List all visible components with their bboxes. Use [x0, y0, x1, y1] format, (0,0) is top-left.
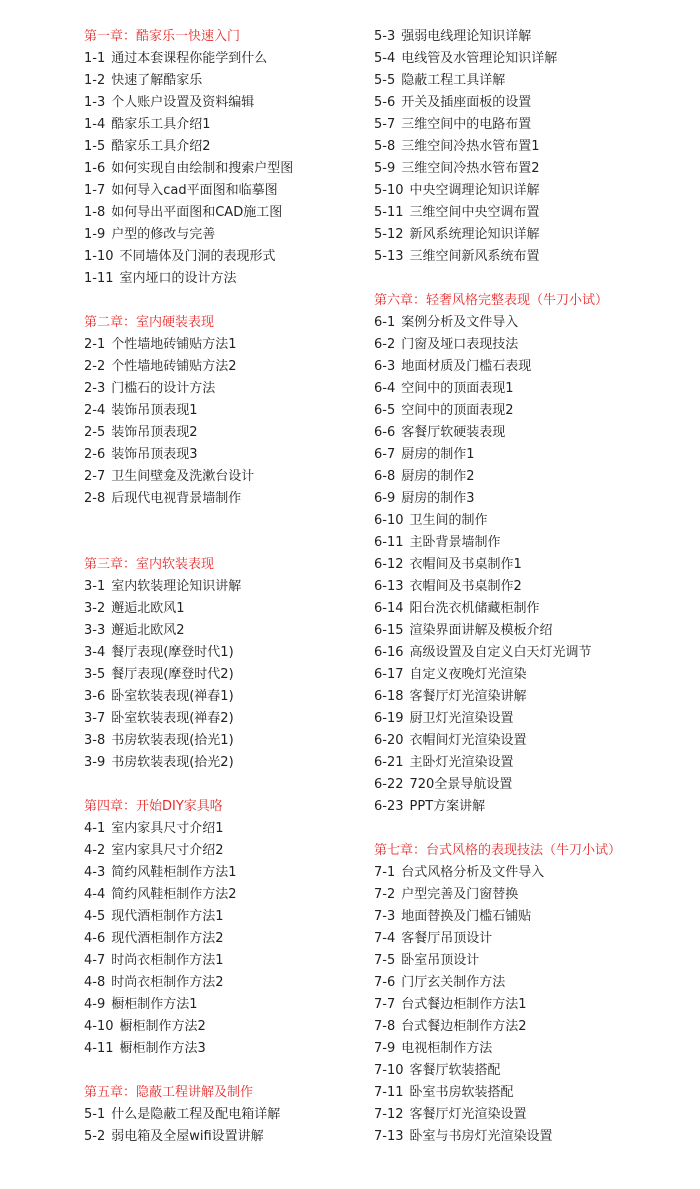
lesson-title: 自定义夜晚灯光渲染 — [409, 667, 527, 682]
lesson-number: 6-9 — [374, 491, 396, 506]
lesson-number: 7-12 — [374, 1107, 404, 1122]
lesson-item — [84, 620, 364, 642]
lesson-title: 三维空间冷热水管布置1 — [401, 139, 540, 154]
lesson-item — [374, 620, 694, 642]
lesson-number: 3-8 — [84, 733, 106, 748]
lesson-item — [374, 576, 694, 598]
lesson-title: 如何导入cad平面图和临摹图 — [111, 183, 278, 198]
lesson-title: 台式餐边柜制作方法2 — [401, 1019, 527, 1034]
lesson-number: 6-11 — [374, 535, 404, 550]
lesson-item — [84, 840, 364, 862]
lesson-number: 6-13 — [374, 579, 404, 594]
lesson-number: 6-1 — [374, 315, 396, 330]
lesson-item — [374, 114, 694, 136]
lesson-title: 电视柜制作方法 — [401, 1041, 493, 1056]
lesson-title: 通过本套课程你能学到什么 — [111, 51, 268, 66]
lesson-number: 7-10 — [374, 1063, 404, 1078]
lesson-title: 阳台洗衣机储藏柜制作 — [409, 601, 540, 616]
lesson-item — [374, 378, 694, 400]
lesson-item — [84, 1126, 364, 1148]
lesson-number: 5-1 — [84, 1107, 106, 1122]
lesson-item — [374, 224, 694, 246]
lesson-title: 橱柜制作方法3 — [119, 1041, 206, 1056]
lesson-number: 1-1 — [84, 51, 106, 66]
lesson-number: 5-8 — [374, 139, 396, 154]
lesson-number: 3-1 — [84, 579, 106, 594]
lesson-item — [374, 48, 694, 70]
lesson-item — [374, 774, 694, 796]
lesson-title: 案例分析及文件导入 — [401, 315, 519, 330]
lesson-item — [374, 1038, 694, 1060]
lesson-title: 台式风格分析及文件导入 — [401, 865, 545, 880]
lesson-number: 5-11 — [374, 205, 404, 220]
lesson-number: 5-4 — [374, 51, 396, 66]
lesson-number: 4-10 — [84, 1019, 114, 1034]
lesson-number: 6-3 — [374, 359, 396, 374]
lesson-title: 客餐厅灯光渲染讲解 — [409, 689, 527, 704]
lesson-item — [374, 92, 694, 114]
lesson-number: 5-7 — [374, 117, 396, 132]
lesson-title: 强弱电线理论知识详解 — [401, 29, 532, 44]
lesson-number: 6-23 — [374, 799, 404, 814]
lesson-item — [84, 884, 364, 906]
lesson-number: 6-20 — [374, 733, 404, 748]
lesson-item — [84, 1104, 364, 1126]
lesson-item — [84, 422, 364, 444]
lesson-title: 室内软装理论知识讲解 — [111, 579, 242, 594]
lesson-number: 7-3 — [374, 909, 396, 924]
lesson-number: 4-1 — [84, 821, 106, 836]
lesson-item — [84, 48, 364, 70]
lesson-title: 个性墙地砖铺贴方法2 — [111, 359, 237, 374]
lesson-title: 高级设置及自定义白天灯光调节 — [409, 645, 592, 660]
lesson-number: 7-5 — [374, 953, 396, 968]
lesson-title: 室内垭口的设计方法 — [119, 271, 237, 286]
lesson-title: 快速了解酷家乐 — [111, 73, 203, 88]
lesson-number: 2-7 — [84, 469, 106, 484]
lesson-item — [374, 180, 694, 202]
lesson-title: 室内家具尺寸介绍1 — [111, 821, 224, 836]
lesson-number: 6-10 — [374, 513, 404, 528]
chapter-title: 第四章：开始DIY家具咯 — [84, 799, 223, 814]
lesson-title: 弱电箱及全屋wifi设置讲解 — [111, 1129, 264, 1144]
lesson-number: 3-6 — [84, 689, 106, 704]
lesson-item — [84, 246, 364, 268]
lesson-title: 邂逅北欧风2 — [111, 623, 185, 638]
lesson-title: 书房软装表现(拾光2) — [111, 755, 234, 770]
lesson-title: 三维空间冷热水管布置2 — [401, 161, 540, 176]
lesson-title: 地面替换及门槛石铺贴 — [401, 909, 532, 924]
lesson-number: 1-5 — [84, 139, 106, 154]
lesson-number: 1-2 — [84, 73, 106, 88]
lesson-item — [374, 598, 694, 620]
lesson-item — [374, 510, 694, 532]
lesson-item — [84, 928, 364, 950]
lesson-item — [84, 950, 364, 972]
lesson-number: 2-4 — [84, 403, 106, 418]
lesson-number: 6-8 — [374, 469, 396, 484]
lesson-title: 厨房的制作3 — [401, 491, 475, 506]
lesson-number: 2-2 — [84, 359, 106, 374]
lesson-item — [374, 928, 694, 950]
lesson-item — [374, 356, 694, 378]
section-spacer — [84, 510, 364, 554]
lesson-number: 5-6 — [374, 95, 396, 110]
lesson-item — [374, 488, 694, 510]
lesson-title: 三维空间中的电路布置 — [401, 117, 532, 132]
lesson-title: 橱柜制作方法2 — [119, 1019, 206, 1034]
left-column — [84, 26, 364, 1148]
lesson-title: 餐厅表现(摩登时代1) — [111, 645, 234, 660]
lesson-item — [374, 136, 694, 158]
lesson-number: 1-6 — [84, 161, 106, 176]
lesson-number: 6-4 — [374, 381, 396, 396]
lesson-title: 空间中的顶面表现1 — [401, 381, 514, 396]
lesson-number: 7-1 — [374, 865, 396, 880]
lesson-number: 4-3 — [84, 865, 106, 880]
lesson-item — [374, 752, 694, 774]
lesson-item — [84, 686, 364, 708]
lesson-number: 5-10 — [374, 183, 404, 198]
lesson-title: 门厅玄关制作方法 — [401, 975, 506, 990]
lesson-title: 空间中的顶面表现2 — [401, 403, 514, 418]
lesson-number: 6-12 — [374, 557, 404, 572]
lesson-title: 客餐厅软装搭配 — [409, 1063, 501, 1078]
chapter-title: 第六章：轻奢风格完整表现（牛刀小试） — [374, 293, 609, 308]
lesson-title: 三维空间新风系统布置 — [409, 249, 540, 264]
lesson-number: 7-11 — [374, 1085, 404, 1100]
lesson-item — [84, 136, 364, 158]
lesson-item — [84, 70, 364, 92]
lesson-title: 如何导出平面图和CAD施工图 — [111, 205, 283, 220]
lesson-title: 卧室书房软装搭配 — [409, 1085, 514, 1100]
lesson-title: 餐厅表现(摩登时代2) — [111, 667, 234, 682]
lesson-item — [84, 356, 364, 378]
lesson-title: 电线管及水管理论知识详解 — [401, 51, 558, 66]
lesson-item — [84, 158, 364, 180]
lesson-item — [84, 576, 364, 598]
lesson-number: 6-7 — [374, 447, 396, 462]
lesson-item — [374, 796, 694, 818]
lesson-number: 7-6 — [374, 975, 396, 990]
lesson-item — [374, 950, 694, 972]
lesson-number: 2-8 — [84, 491, 106, 506]
lesson-title: 卧室软装表现(禅春1) — [111, 689, 234, 704]
lesson-item — [84, 400, 364, 422]
section-spacer — [84, 774, 364, 796]
lesson-item — [374, 1104, 694, 1126]
lesson-number: 3-5 — [84, 667, 106, 682]
lesson-item — [84, 114, 364, 136]
lesson-number: 1-4 — [84, 117, 106, 132]
lesson-title: 厨卫灯光渲染设置 — [409, 711, 514, 726]
lesson-number: 6-17 — [374, 667, 404, 682]
lesson-item — [84, 906, 364, 928]
lesson-number: 7-8 — [374, 1019, 396, 1034]
chapter-title: 第七章：台式风格的表现技法（牛刀小试） — [374, 843, 622, 858]
lesson-item — [84, 972, 364, 994]
lesson-title: 卧室软装表现(禅春2) — [111, 711, 234, 726]
lesson-title: 新风系统理论知识详解 — [409, 227, 540, 242]
lesson-title: 邂逅北欧风1 — [111, 601, 185, 616]
lesson-number: 4-2 — [84, 843, 106, 858]
chapter-title: 第五章：隐蔽工程讲解及制作 — [84, 1085, 254, 1100]
lesson-item — [374, 158, 694, 180]
lesson-item — [374, 906, 694, 928]
lesson-item — [374, 26, 694, 48]
lesson-item — [84, 862, 364, 884]
lesson-title: 简约风鞋柜制作方法2 — [111, 887, 237, 902]
lesson-item — [374, 466, 694, 488]
lesson-number: 6-14 — [374, 601, 404, 616]
lesson-number: 4-7 — [84, 953, 106, 968]
lesson-number: 1-11 — [84, 271, 114, 286]
lesson-number: 7-13 — [374, 1129, 404, 1144]
lesson-title: 衣帽间及书桌制作1 — [409, 557, 522, 572]
lesson-title: 中央空调理论知识详解 — [409, 183, 540, 198]
lesson-item — [84, 444, 364, 466]
lesson-title: 地面材质及门槛石表现 — [401, 359, 532, 374]
lesson-title: 渲染界面讲解及模板介绍 — [409, 623, 553, 638]
chapter-title: 第三章：室内软装表现 — [84, 557, 215, 572]
lesson-number: 2-3 — [84, 381, 106, 396]
lesson-item — [84, 598, 364, 620]
lesson-item — [374, 664, 694, 686]
lesson-number: 5-12 — [374, 227, 404, 242]
chapter-title: 第二章：室内硬装表现 — [84, 315, 215, 330]
lesson-number: 5-3 — [374, 29, 396, 44]
lesson-title: 酷家乐工具介绍1 — [111, 117, 211, 132]
lesson-number: 5-2 — [84, 1129, 106, 1144]
lesson-number: 3-4 — [84, 645, 106, 660]
lesson-title: 客餐厅灯光渲染设置 — [409, 1107, 527, 1122]
lesson-number: 5-9 — [374, 161, 396, 176]
lesson-item — [374, 532, 694, 554]
lesson-number: 6-5 — [374, 403, 396, 418]
lesson-number: 4-5 — [84, 909, 106, 924]
section-spacer — [374, 268, 694, 290]
lesson-title: 厨房的制作2 — [401, 469, 475, 484]
lesson-item — [374, 686, 694, 708]
lesson-item — [374, 642, 694, 664]
lesson-item — [374, 554, 694, 576]
lesson-title: 不同墙体及门洞的表现形式 — [119, 249, 276, 264]
lesson-item — [84, 334, 364, 356]
section-spacer — [374, 818, 694, 840]
lesson-title: 橱柜制作方法1 — [111, 997, 198, 1012]
lesson-number: 4-11 — [84, 1041, 114, 1056]
lesson-item — [374, 1082, 694, 1104]
lesson-number: 7-4 — [374, 931, 396, 946]
lesson-title: 开关及插座面板的设置 — [401, 95, 532, 110]
lesson-item — [84, 752, 364, 774]
lesson-item — [374, 730, 694, 752]
lesson-number: 4-9 — [84, 997, 106, 1012]
lesson-item — [374, 70, 694, 92]
lesson-title: 隐蔽工程工具详解 — [401, 73, 506, 88]
lesson-number: 6-16 — [374, 645, 404, 660]
lesson-title: 门窗及垭口表现技法 — [401, 337, 519, 352]
lesson-item — [374, 1016, 694, 1038]
lesson-item — [84, 730, 364, 752]
lesson-number: 2-5 — [84, 425, 106, 440]
lesson-title: 书房软装表现(拾光1) — [111, 733, 234, 748]
lesson-number: 7-9 — [374, 1041, 396, 1056]
lesson-item — [84, 202, 364, 224]
lesson-item — [84, 994, 364, 1016]
lesson-item — [374, 1060, 694, 1082]
lesson-number: 5-5 — [374, 73, 396, 88]
lesson-number: 4-6 — [84, 931, 106, 946]
lesson-title: 户型的修改与完善 — [111, 227, 216, 242]
lesson-number: 7-2 — [374, 887, 396, 902]
lesson-item — [374, 334, 694, 356]
lesson-number: 6-22 — [374, 777, 404, 792]
lesson-title: 主卧背景墙制作 — [409, 535, 501, 550]
lesson-number: 3-3 — [84, 623, 106, 638]
lesson-item — [374, 1126, 694, 1148]
lesson-title: 三维空间中央空调布置 — [409, 205, 540, 220]
lesson-title: 装饰吊顶表现2 — [111, 425, 198, 440]
lesson-number: 1-7 — [84, 183, 106, 198]
lesson-number: 6-19 — [374, 711, 404, 726]
lesson-number: 6-6 — [374, 425, 396, 440]
lesson-item — [84, 708, 364, 730]
lesson-number: 1-3 — [84, 95, 106, 110]
lesson-number: 2-6 — [84, 447, 106, 462]
lesson-title: 卫生间壁龛及洗漱台设计 — [111, 469, 255, 484]
lesson-title: 个人账户设置及资料编辑 — [111, 95, 255, 110]
lesson-title: 卧室吊顶设计 — [401, 953, 480, 968]
lesson-title: 时尚衣柜制作方法2 — [111, 975, 224, 990]
lesson-item — [374, 444, 694, 466]
lesson-item — [374, 884, 694, 906]
lesson-number: 3-7 — [84, 711, 106, 726]
lesson-item — [374, 422, 694, 444]
chapter-title: 第一章：酷家乐一快速入门 — [84, 29, 241, 44]
lesson-number: 5-13 — [374, 249, 404, 264]
section-spacer — [84, 290, 364, 312]
right-column — [374, 26, 694, 1148]
lesson-item — [84, 268, 364, 290]
lesson-number: 2-1 — [84, 337, 106, 352]
lesson-item — [84, 180, 364, 202]
lesson-item — [374, 862, 694, 884]
lesson-item — [374, 202, 694, 224]
lesson-title: 时尚衣柜制作方法1 — [111, 953, 224, 968]
lesson-title: 现代酒柜制作方法1 — [111, 909, 224, 924]
lesson-item — [84, 664, 364, 686]
lesson-number: 1-9 — [84, 227, 106, 242]
lesson-item — [374, 972, 694, 994]
lesson-item — [84, 488, 364, 510]
lesson-number: 6-2 — [374, 337, 396, 352]
lesson-title: 台式餐边柜制作方法1 — [401, 997, 527, 1012]
lesson-item — [84, 818, 364, 840]
lesson-item — [374, 312, 694, 334]
lesson-title: 现代酒柜制作方法2 — [111, 931, 224, 946]
lesson-number: 6-15 — [374, 623, 404, 638]
lesson-number: 6-18 — [374, 689, 404, 704]
lesson-title: 户型完善及门窗替换 — [401, 887, 519, 902]
lesson-title: 酷家乐工具介绍2 — [111, 139, 211, 154]
lesson-item — [84, 224, 364, 246]
lesson-title: 如何实现自由绘制和搜索户型图 — [111, 161, 294, 176]
lesson-number: 4-8 — [84, 975, 106, 990]
lesson-title: 什么是隐蔽工程及配电箱详解 — [111, 1107, 281, 1122]
lesson-number: 3-9 — [84, 755, 106, 770]
lesson-title: 卧室与书房灯光渲染设置 — [409, 1129, 553, 1144]
lesson-title: 主卧灯光渲染设置 — [409, 755, 514, 770]
lesson-title: 衣帽间灯光渲染设置 — [409, 733, 527, 748]
lesson-title: 720全景导航设置 — [409, 777, 513, 792]
lesson-number: 6-21 — [374, 755, 404, 770]
lesson-number: 1-8 — [84, 205, 106, 220]
lesson-number: 7-7 — [374, 997, 396, 1012]
lesson-title: PPT方案讲解 — [409, 799, 486, 814]
lesson-title: 个性墙地砖铺贴方法1 — [111, 337, 237, 352]
lesson-title: 客餐厅吊顶设计 — [401, 931, 493, 946]
lesson-item — [84, 1038, 364, 1060]
lesson-number: 3-2 — [84, 601, 106, 616]
lesson-title: 装饰吊顶表现1 — [111, 403, 198, 418]
lesson-number: 1-10 — [84, 249, 114, 264]
lesson-item — [374, 708, 694, 730]
lesson-title: 室内家具尺寸介绍2 — [111, 843, 224, 858]
lesson-title: 衣帽间及书桌制作2 — [409, 579, 522, 594]
lesson-title: 简约风鞋柜制作方法1 — [111, 865, 237, 880]
lesson-title: 卫生间的制作 — [409, 513, 488, 528]
lesson-item — [84, 378, 364, 400]
lesson-item — [84, 92, 364, 114]
lesson-item — [374, 994, 694, 1016]
lesson-title: 厨房的制作1 — [401, 447, 475, 462]
lesson-title: 后现代电视背景墙制作 — [111, 491, 242, 506]
lesson-title: 装饰吊顶表现3 — [111, 447, 198, 462]
lesson-item — [84, 642, 364, 664]
lesson-item — [374, 246, 694, 268]
lesson-number: 4-4 — [84, 887, 106, 902]
lesson-item — [374, 400, 694, 422]
section-spacer — [84, 1060, 364, 1082]
lesson-item — [84, 466, 364, 488]
lesson-title: 门槛石的设计方法 — [111, 381, 216, 396]
lesson-title: 客餐厅软硬装表现 — [401, 425, 506, 440]
lesson-item — [84, 1016, 364, 1038]
